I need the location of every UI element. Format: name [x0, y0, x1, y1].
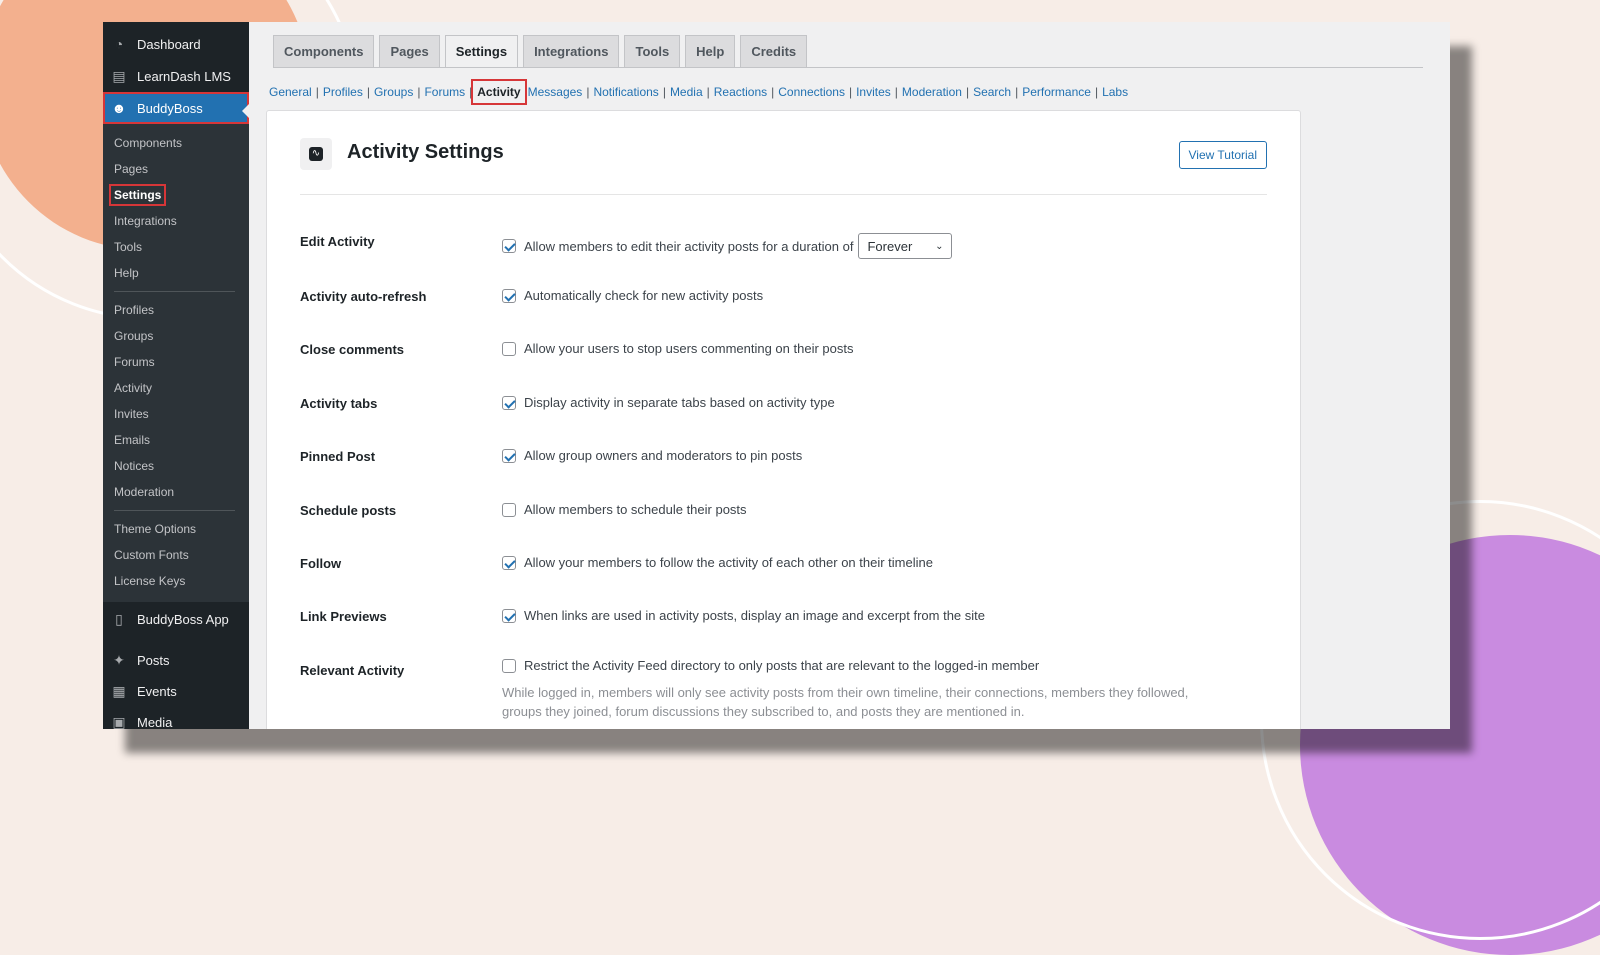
- sidebar-item-buddyboss-app[interactable]: [103, 604, 249, 635]
- tab-help[interactable]: Help: [685, 35, 735, 67]
- setting-text: When links are used in activity posts, display an image and excerpt from the site: [524, 608, 985, 623]
- tab-tools[interactable]: Tools: [624, 35, 680, 67]
- menu-divider: [114, 291, 235, 292]
- pin-icon: ✦: [113, 652, 125, 668]
- setting-text: Display activity in separate tabs based on activity type: [524, 395, 835, 410]
- activity-icon: ∿: [300, 138, 332, 170]
- subnav-notifications[interactable]: Notifications: [593, 85, 659, 99]
- setting-text: Automatically check for new activity posts: [524, 288, 764, 303]
- sidebar-sub-custom-fonts[interactable]: Custom Fonts: [114, 548, 189, 562]
- subnav-separator: |: [894, 85, 898, 99]
- subnav-separator: |: [965, 85, 970, 99]
- subnav-groups[interactable]: Groups: [373, 85, 414, 99]
- subnav-media[interactable]: Media: [669, 85, 703, 99]
- sidebar-item-media[interactable]: [103, 707, 249, 729]
- sidebar-sub-pages[interactable]: Pages: [114, 162, 149, 176]
- subnav-separator: |: [417, 85, 421, 99]
- subnav-forums[interactable]: Forums: [424, 85, 466, 99]
- setting-label: Relevant Activity: [300, 663, 405, 678]
- subnav-connections[interactable]: Connections: [778, 85, 845, 99]
- sidebar-item-posts[interactable]: [103, 645, 249, 676]
- subnav-separator: |: [1094, 85, 1099, 99]
- sidebar-sub-groups[interactable]: Groups: [114, 329, 154, 343]
- setting-label: Follow: [300, 556, 342, 571]
- sidebar-sub-license-keys[interactable]: License Keys: [114, 574, 186, 588]
- auto-refresh-checkbox[interactable]: [502, 289, 516, 303]
- admin-window: [103, 22, 1450, 729]
- setting-control: [502, 502, 747, 517]
- panel-header: [300, 138, 1267, 195]
- subnav-moderation[interactable]: Moderation: [901, 85, 962, 99]
- setting-text: Allow members to edit their activity posts for a duration of: [524, 238, 854, 254]
- setting-text: Restrict the Activity Feed directory to only posts that are relevant to the logged-in member: [524, 658, 1040, 673]
- menu-divider: [114, 510, 235, 511]
- tabs-divider: [273, 67, 1423, 68]
- setting-control: [502, 395, 835, 410]
- sidebar-sub-settings-label: Settings: [109, 184, 166, 206]
- setting-description: While logged in, members will only see activity posts from their own timeline, their connections, members they followed, groups they joined, forum discussions they subscribed to, and posts they are mentioned in.: [502, 685, 1189, 719]
- sidebar-item-buddyboss[interactable]: [103, 92, 249, 124]
- schedule-posts-checkbox[interactable]: [502, 503, 516, 517]
- subnav-separator: |: [1015, 85, 1019, 99]
- sidebar-sub-profiles[interactable]: Profiles: [114, 303, 155, 317]
- sidebar-sub-settings[interactable]: [103, 182, 249, 208]
- activity-settings-panel: [266, 110, 1301, 729]
- buddyboss-app-icon: ▯: [115, 611, 123, 627]
- setting-label: Schedule posts: [300, 503, 397, 518]
- sidebar-item-label: Events: [137, 684, 177, 699]
- learndash-icon: ▤: [112, 67, 126, 84]
- subnav-separator: |: [848, 85, 853, 99]
- follow-checkbox[interactable]: [502, 556, 516, 570]
- setting-control: [502, 555, 933, 570]
- setting-label: Link Previews: [300, 609, 387, 624]
- view-tutorial-button[interactable]: View Tutorial: [1179, 141, 1267, 169]
- sidebar-sub-components[interactable]: Components: [114, 136, 183, 150]
- relevant-activity-checkbox[interactable]: [502, 659, 516, 673]
- tab-settings[interactable]: Settings: [445, 35, 518, 68]
- sidebar-sub-tools[interactable]: Tools: [114, 240, 143, 254]
- subnav-reactions[interactable]: Reactions: [713, 85, 768, 99]
- chevron-down-icon: ⌄: [935, 240, 944, 252]
- sidebar-sub-theme-options[interactable]: Theme Options: [114, 522, 197, 536]
- main-content: [249, 22, 1450, 729]
- sidebar-item-label: LearnDash LMS: [137, 68, 231, 84]
- setting-text: Allow your members to follow the activity of each other on their timeline: [524, 555, 933, 570]
- sidebar-sub-integrations[interactable]: Integrations: [114, 214, 177, 228]
- sidebar-item-dashboard[interactable]: [103, 28, 249, 60]
- setting-control: [502, 233, 952, 259]
- select-value: Forever: [867, 238, 913, 254]
- subnav-separator: |: [586, 85, 590, 99]
- setting-label: Close comments: [300, 342, 405, 357]
- setting-label: Pinned Post: [300, 449, 376, 464]
- tab-integrations[interactable]: Integrations: [523, 35, 619, 67]
- subnav-performance[interactable]: Performance: [1022, 85, 1091, 99]
- setting-control: [502, 341, 853, 356]
- pinned-post-checkbox[interactable]: [502, 449, 516, 463]
- settings-subnav: [266, 81, 1131, 103]
- sidebar-item-label: BuddyBoss: [137, 100, 203, 116]
- subnav-separator: |: [366, 85, 370, 99]
- setting-control: [502, 448, 802, 463]
- sidebar-item-label: Media: [137, 715, 173, 729]
- subnav-separator: |: [706, 85, 710, 99]
- sidebar-sub-activity[interactable]: Activity: [114, 381, 153, 395]
- subnav-separator: |: [469, 85, 473, 99]
- setting-control: [502, 608, 985, 623]
- setting-label: Edit Activity: [300, 234, 375, 249]
- setting-text: Allow group owners and moderators to pin posts: [524, 448, 803, 463]
- media-icon: ▣: [112, 714, 126, 729]
- subnav-general[interactable]: General: [269, 85, 312, 99]
- admin-sidebar: [103, 22, 249, 729]
- setting-control: [502, 288, 763, 303]
- subnav-search[interactable]: Search: [973, 85, 1012, 99]
- dashboard-icon: ◔: [114, 36, 124, 52]
- sidebar-item-learndash[interactable]: [103, 60, 249, 92]
- edit-activity-checkbox[interactable]: [502, 239, 516, 253]
- tab-pages[interactable]: Pages: [379, 35, 439, 67]
- subnav-separator: |: [662, 85, 666, 99]
- sidebar-sub-invites[interactable]: Invites: [114, 407, 149, 421]
- setting-label: Activity tabs: [300, 396, 378, 411]
- calendar-icon: ▦: [112, 683, 126, 699]
- sidebar-sub-forums[interactable]: Forums: [114, 355, 155, 369]
- sidebar-item-label: BuddyBoss App: [137, 612, 229, 627]
- subnav-activity[interactable]: Activity: [473, 81, 524, 103]
- sidebar-item-label: Dashboard: [137, 36, 201, 52]
- setting-text: Allow your users to stop users commenting on their posts: [524, 341, 854, 356]
- setting-text: Allow members to schedule their posts: [524, 502, 747, 517]
- buddyboss-icon: ☻: [111, 100, 127, 116]
- subnav-labs[interactable]: Labs: [1102, 85, 1129, 99]
- sidebar-item-label: Posts: [137, 653, 170, 668]
- buddyboss-submenu: [103, 124, 249, 602]
- subnav-separator: |: [315, 85, 319, 99]
- subnav-invites[interactable]: Invites: [856, 85, 891, 99]
- sidebar-sub-moderation[interactable]: Moderation: [114, 485, 175, 499]
- sidebar-sub-emails[interactable]: Emails: [114, 433, 151, 447]
- tab-credits[interactable]: Credits: [740, 35, 807, 67]
- setting-control: [502, 658, 1039, 673]
- subnav-messages[interactable]: Messages: [527, 85, 583, 99]
- settings-tabs: [273, 35, 812, 68]
- link-previews-checkbox[interactable]: [502, 609, 516, 623]
- subnav-profiles[interactable]: Profiles: [322, 85, 363, 99]
- sidebar-sub-help[interactable]: Help: [114, 266, 139, 280]
- page-title: Activity Settings: [347, 141, 504, 163]
- sidebar-sub-notices[interactable]: Notices: [114, 459, 155, 473]
- edit-duration-select[interactable]: [858, 233, 952, 259]
- subnav-separator: |: [771, 85, 775, 99]
- close-comments-checkbox[interactable]: [502, 342, 516, 356]
- activity-tabs-checkbox[interactable]: [502, 396, 516, 410]
- tab-components[interactable]: Components: [273, 35, 374, 67]
- sidebar-item-events[interactable]: [103, 676, 249, 707]
- setting-label: Activity auto-refresh: [300, 289, 427, 304]
